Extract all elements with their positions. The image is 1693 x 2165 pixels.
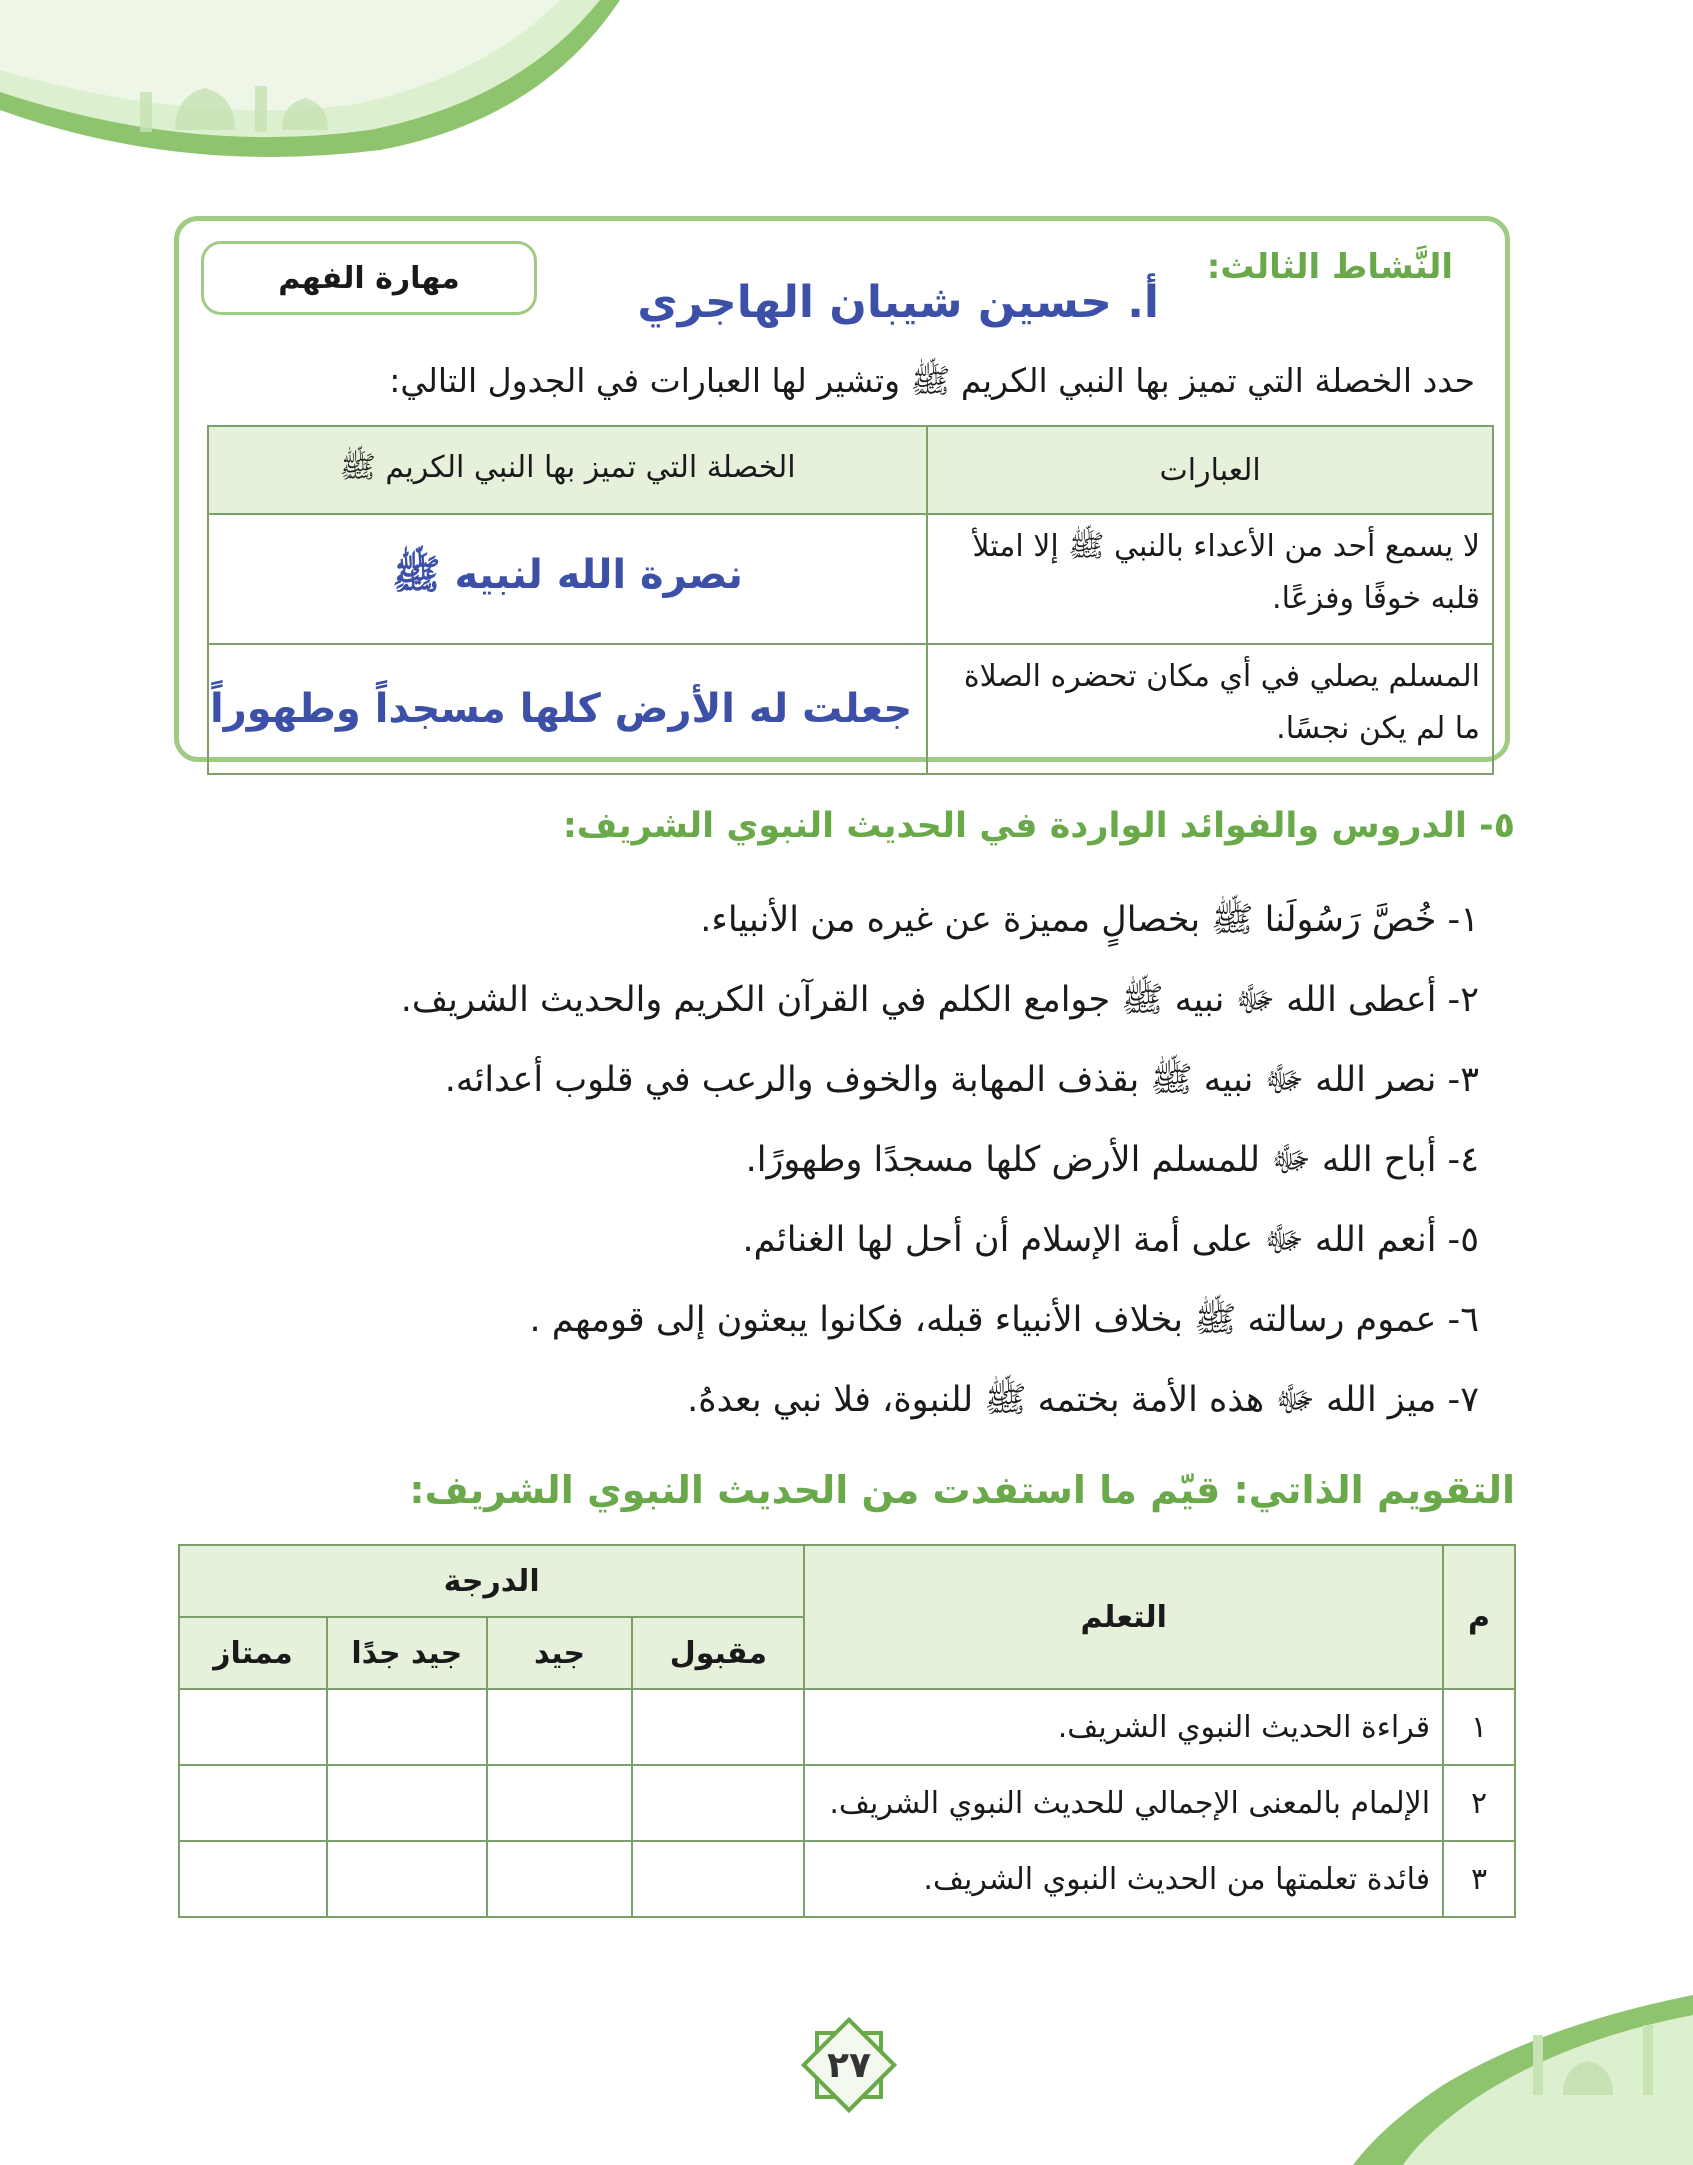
grade-cell[interactable] [327,1765,487,1841]
list-item: ٥- أنعم الله ﷻ على أمة الإسلام أن أحل لها الغنائم. [742,1220,1479,1260]
answer-cell[interactable]: جعلت له الأرض كلها مسجداً وطهوراً [208,644,927,774]
lessons-list [179,880,1479,1440]
grade-cell[interactable] [632,1689,804,1765]
list-item: ٣- نصر الله ﷻ نبيه ﷺ بقذف المهابة والخوف والرعب في قلوب أعدائه. [444,1060,1479,1100]
activity-box [174,216,1510,762]
grade-cell[interactable] [179,1689,327,1765]
grade-acceptable: مقبول [632,1617,804,1689]
list-item: ٤- أباح الله ﷻ للمسلم الأرض كلها مسجدًا وطهورًا. [745,1140,1479,1180]
grade-cell[interactable] [179,1841,327,1917]
column-header-learning: التعلم [804,1545,1443,1689]
grade-cell[interactable] [327,1689,487,1765]
page-number: ٢٧ [827,2044,871,2086]
table-row [179,1841,1515,1917]
grade-good: جيد [487,1617,633,1689]
row-number: ١ [1443,1689,1515,1765]
statement-cell: لا يسمع أحد من الأعداء بالنبي ﷺ إلا امتلأ قلبه خوفًا وفزعًا. [927,514,1493,644]
grade-cell[interactable] [179,1765,327,1841]
learning-item: الإلمام بالمعنى الإجمالي للحديث النبوي الشريف. [804,1765,1443,1841]
grade-cell[interactable] [632,1841,804,1917]
statement-cell: المسلم يصلي في أي مكان تحضره الصلاة ما لم يكن نجسًا. [927,644,1493,774]
grade-excellent: ممتاز [179,1617,327,1689]
column-header-trait: الخصلة التي تميز بها النبي الكريم ﷺ [208,426,927,514]
footer-decoration [1213,1995,1693,2165]
row-number: ٣ [1443,1841,1515,1917]
activity-title: النَّشاط الثالث: [1206,247,1453,287]
page-number-badge [800,2016,898,2114]
activity-instruction: حدد الخصلة التي تميز بها النبي الكريم ﷺ وتشير لها العبارات في الجدول التالي: [389,361,1475,400]
activity-table [207,425,1494,775]
column-header-number: م [1443,1545,1515,1689]
self-eval-title: التقويم الذاتي: قيّم ما استفدت من الحديث النبوي الشريف: [409,1468,1515,1512]
learning-item: قراءة الحديث النبوي الشريف. [804,1689,1443,1765]
grade-cell[interactable] [327,1841,487,1917]
grade-cell[interactable] [487,1765,633,1841]
column-header-grade: الدرجة [179,1545,804,1617]
grade-very-good: جيد جدًا [327,1617,487,1689]
grade-cell[interactable] [632,1765,804,1841]
table-row [179,1689,1515,1765]
learning-item: فائدة تعلمتها من الحديث النبوي الشريف. [804,1841,1443,1917]
teacher-name: أ. حسين شيبان الهاجري [637,277,1159,328]
skill-badge: مهارة الفهم [201,241,537,315]
grade-cell[interactable] [487,1689,633,1765]
table-row [208,514,1493,644]
header-decoration [0,0,620,175]
row-number: ٢ [1443,1765,1515,1841]
lessons-title: ٥- الدروس والفوائد الواردة في الحديث النبوي الشريف: [562,806,1515,846]
table-row [179,1765,1515,1841]
self-eval-table [178,1544,1516,1918]
list-item: ٢- أعطى الله ﷻ نبيه ﷺ جوامع الكلم في القرآن الكريم والحديث الشريف. [400,980,1479,1020]
grade-cell[interactable] [487,1841,633,1917]
list-item: ١- خُصَّ رَسُولَنا ﷺ بخصالٍ مميزة عن غيره من الأنبياء. [700,900,1479,940]
list-item: ٦- عموم رسالته ﷺ بخلاف الأنبياء قبله، فكانوا يبعثون إلى قومهم . [529,1300,1479,1340]
answer-cell[interactable]: نصرة الله لنبيه ﷺ [208,514,927,644]
column-header-statements: العبارات [927,426,1493,514]
table-row [208,644,1493,774]
list-item: ٧- ميز الله ﷻ هذه الأمة بختمه ﷺ للنبوة، فلا نبي بعدهُ. [687,1380,1479,1420]
